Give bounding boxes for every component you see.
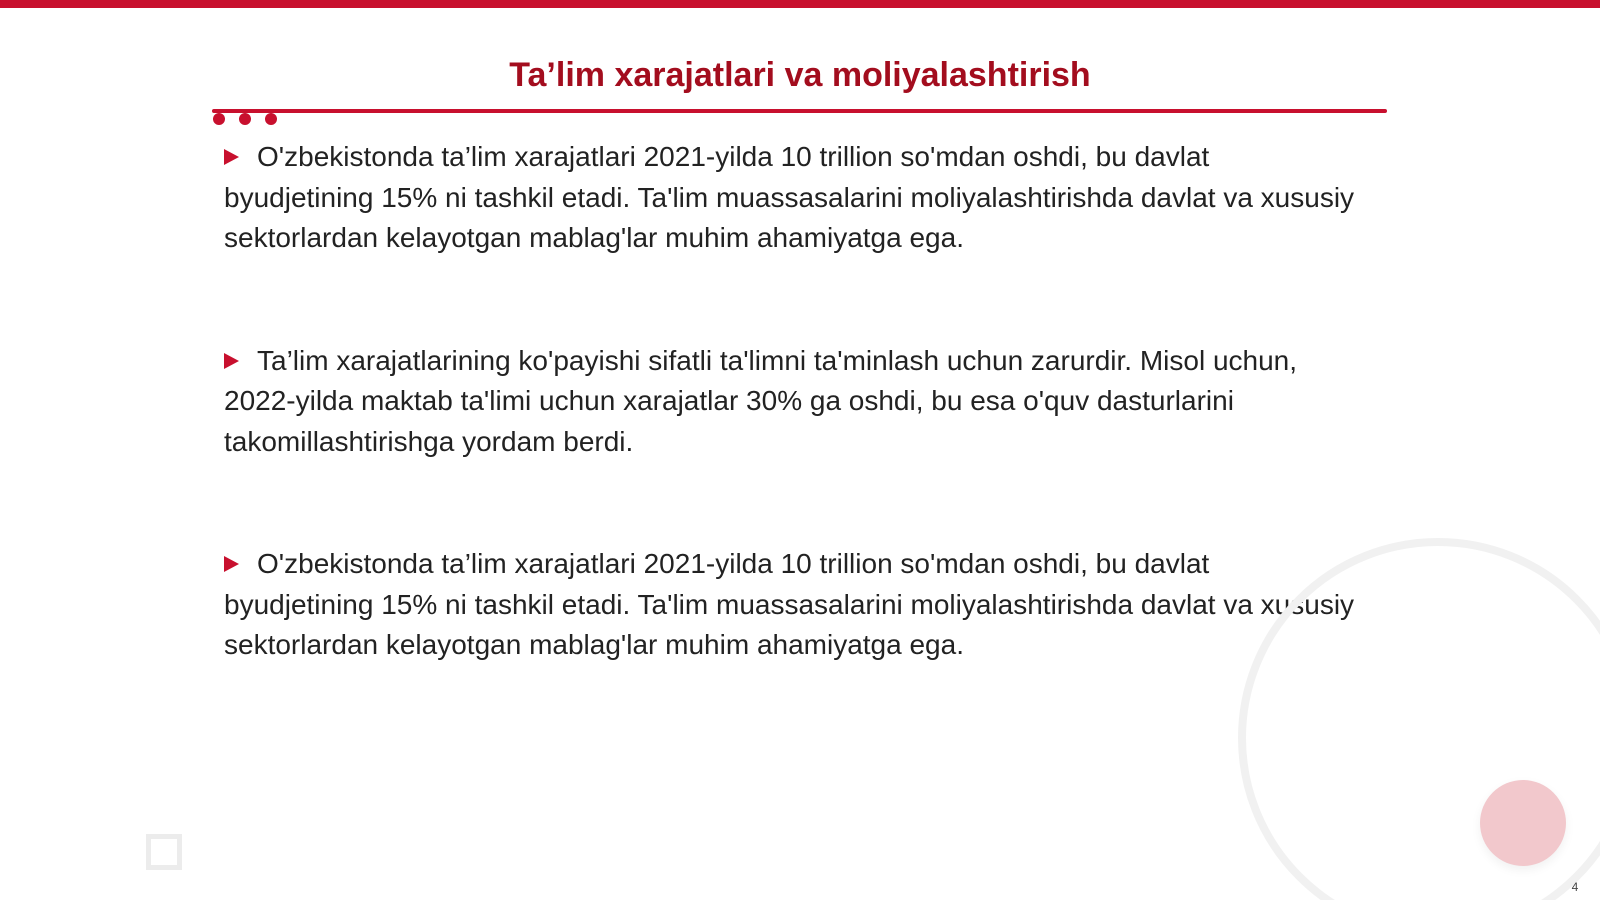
- bullet-item: [224, 341, 1364, 463]
- bullet-item: [224, 544, 1364, 666]
- slide-number: 4: [1571, 880, 1579, 894]
- slide-title: Ta’lim xarajatlari va moliyalashtirish: [509, 56, 1091, 94]
- bullet-text: O'zbekistonda ta’lim xarajatlari 2021-yilda 10 trillion so'mdan oshdi, bu davlat byudjetining 15% ni tashkil etadi. Ta'lim muassasalarini moliyalashtirishda davlat va xususiy sektorlardan kelayotgan mablag'lar muhim ahamiyatga ega.: [224, 141, 1355, 253]
- bullet-list: [224, 137, 1364, 748]
- title-divider: [212, 109, 1387, 113]
- triangle-right-icon: [224, 353, 239, 369]
- triangle-right-icon: [224, 149, 239, 165]
- divider-dot: [213, 113, 225, 125]
- bullet-text: Ta’lim xarajatlarining ko'payishi sifatli ta'limni ta'minlash uchun zarurdir. Misol uchun, 2022-yilda maktab ta'limi uchun xarajatlar 30% ga oshdi, bu esa o'quv dasturlarini takomillashtirishga yordam berdi.: [224, 344, 1298, 457]
- top-accent-bar: [0, 0, 1600, 8]
- bullet-item: [224, 137, 1364, 259]
- decorative-square: [146, 834, 182, 870]
- triangle-right-icon: [224, 556, 239, 572]
- divider-dot: [239, 113, 251, 125]
- bullet-text: O'zbekistonda ta’lim xarajatlari 2021-yilda 10 trillion so'mdan oshdi, bu davlat byudjetining 15% ni tashkil etadi. Ta'lim muassasalarini moliyalashtirishda davlat va xususiy sektorlardan kelayotgan mablag'lar muhim ahamiyatga ega.: [224, 548, 1355, 660]
- divider-dot: [265, 113, 277, 125]
- decorative-circle: [1480, 780, 1566, 866]
